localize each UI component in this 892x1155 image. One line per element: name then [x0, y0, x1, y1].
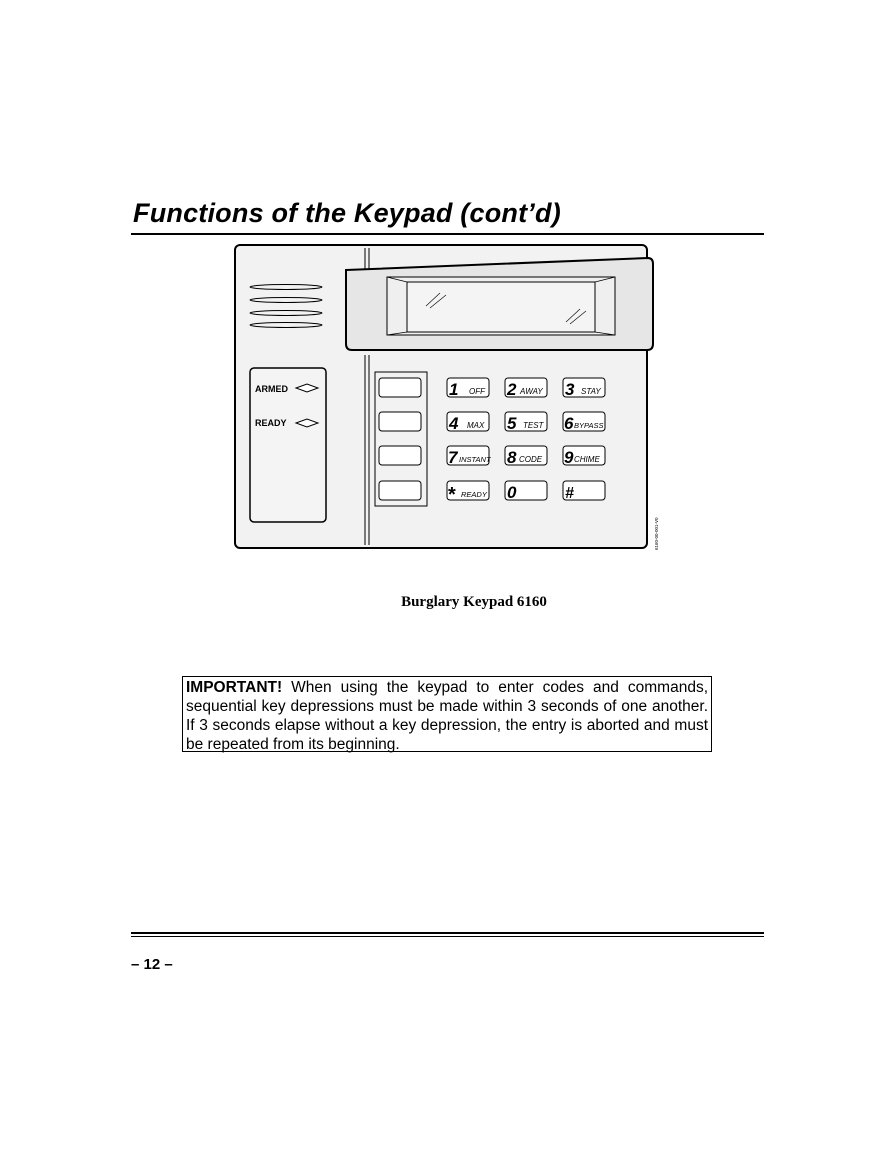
key-1 [447, 378, 489, 399]
figure-caption: Burglary Keypad 6160 [401, 594, 547, 610]
keypad-illustration [230, 240, 660, 560]
svg-text:BYPASS: BYPASS [574, 421, 604, 430]
svg-text:3: 3 [565, 380, 575, 399]
svg-text:OFF: OFF [469, 387, 485, 396]
svg-text:1: 1 [449, 380, 459, 399]
svg-text:CHIME: CHIME [574, 455, 600, 464]
svg-text:*: * [448, 484, 456, 506]
figure-part-code: 6160-00-001-V0 [654, 517, 659, 550]
important-notice [182, 676, 712, 752]
page-title: Functions of the Keypad (cont’d) [133, 198, 561, 228]
page-number: – 12 – [131, 956, 173, 973]
important-lead: IMPORTANT! [186, 679, 283, 696]
footer-rule-thin [131, 936, 764, 937]
function-key-d [379, 481, 421, 500]
svg-text:0: 0 [507, 483, 517, 502]
key-0 [505, 481, 547, 502]
svg-text:MAX: MAX [467, 421, 485, 430]
svg-text:#: # [565, 485, 574, 502]
display-screen [407, 282, 595, 332]
key-3 [563, 378, 605, 399]
ready-label: READY [255, 418, 287, 428]
title-rule [131, 233, 764, 235]
svg-text:STAY: STAY [581, 387, 601, 396]
svg-text:TEST: TEST [523, 421, 544, 430]
key-6 [563, 412, 605, 433]
function-key-a [379, 378, 421, 397]
footer-rule [131, 932, 764, 934]
svg-text:AWAY: AWAY [520, 387, 543, 396]
svg-text:8: 8 [507, 448, 517, 467]
key-8 [505, 446, 547, 467]
important-body: When using the keypad to enter codes and commands, sequential key depressions must be made within 3 seconds of one another. If 3 seconds elapse without a key depression, the entry is aborted and must be repeated from its beginning. [186, 679, 708, 753]
key-7 [447, 446, 492, 467]
key-5 [505, 412, 547, 433]
svg-text:7: 7 [448, 448, 458, 467]
svg-text:6: 6 [564, 414, 574, 433]
svg-text:4: 4 [449, 414, 459, 433]
key-hash [563, 481, 605, 502]
svg-text:9: 9 [564, 448, 574, 467]
key-2 [505, 378, 547, 399]
svg-text:5: 5 [507, 414, 517, 433]
svg-text:2: 2 [507, 380, 517, 399]
armed-label: ARMED [255, 384, 288, 394]
function-key-c [379, 446, 421, 465]
svg-text:CODE: CODE [519, 455, 543, 464]
key-4 [447, 412, 489, 433]
key-9 [563, 446, 605, 467]
function-key-b [379, 412, 421, 431]
svg-text:READY: READY [461, 490, 487, 499]
svg-text:INSTANT: INSTANT [459, 455, 491, 464]
